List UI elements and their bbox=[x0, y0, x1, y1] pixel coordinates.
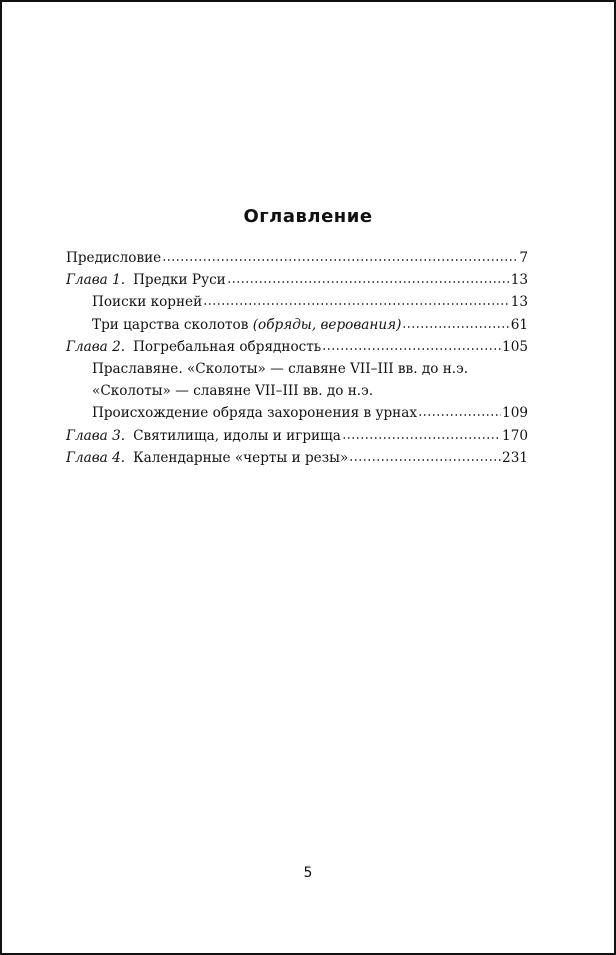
toc-entry-page: 170 bbox=[502, 427, 528, 444]
toc-entry-chapter-3[interactable] bbox=[66, 428, 528, 450]
toc-entry-page: 105 bbox=[502, 338, 528, 355]
toc-entry-urn-burial[interactable] bbox=[66, 405, 528, 427]
toc-entry-chapter-2[interactable] bbox=[66, 339, 528, 361]
dot-leader bbox=[227, 280, 510, 284]
toc-entry-search-roots[interactable] bbox=[66, 294, 528, 316]
dot-leader bbox=[342, 436, 501, 440]
page-title: Оглавление bbox=[243, 206, 373, 227]
toc-entry-skoloty[interactable] bbox=[66, 383, 528, 405]
toc-chapter-number: Глава 1. bbox=[66, 272, 126, 289]
toc-entry-page: 61 bbox=[510, 316, 528, 333]
toc-entry-proto-slavs[interactable] bbox=[66, 361, 528, 383]
toc-entry-label: Календарные «черты и резы» bbox=[133, 449, 349, 466]
toc-entry-label: Происхождение обряда захоронения в урнах bbox=[92, 405, 417, 422]
toc-entry-page: 109 bbox=[502, 405, 528, 422]
toc-entry-label: Погребальная обрядность bbox=[133, 338, 322, 355]
dot-leader bbox=[162, 258, 518, 262]
toc-chapter-number: Глава 2. bbox=[66, 338, 126, 355]
toc-entry-label: Святилища, идолы и игрища bbox=[133, 427, 341, 444]
toc-entry-label-text: Три царства сколотов bbox=[92, 316, 253, 333]
toc-entry-page: 13 bbox=[510, 294, 528, 311]
toc-chapter-number: Глава 4. bbox=[66, 449, 126, 466]
toc-entry-three-kingdoms[interactable] bbox=[66, 317, 528, 339]
toc-entry-label bbox=[92, 317, 401, 333]
toc-entry-label: «Сколоты» — славяне VII–III вв. до н.э. bbox=[92, 383, 374, 400]
dot-leader bbox=[322, 347, 501, 351]
toc-entry-label: Поиски корней bbox=[92, 294, 203, 311]
toc-entry-page: 7 bbox=[519, 250, 528, 266]
toc-entry-page: 13 bbox=[510, 272, 528, 289]
toc-entry-page: 231 bbox=[502, 449, 528, 466]
toc-entry-chapter-4[interactable] bbox=[66, 450, 528, 472]
dot-leader bbox=[349, 458, 501, 462]
toc-entry-chapter-1[interactable] bbox=[66, 272, 528, 294]
toc-entry-label-italic: (обряды, верования) bbox=[252, 316, 402, 333]
toc-entry-preface[interactable] bbox=[66, 250, 528, 272]
toc-entry-label: Предки Руси bbox=[133, 272, 226, 289]
dot-leader bbox=[402, 325, 509, 329]
dot-leader bbox=[203, 302, 510, 306]
toc-chapter-number: Глава 3. bbox=[66, 427, 126, 444]
table-of-contents bbox=[66, 250, 528, 472]
toc-entry-label: Праславяне. «Сколоты» — славяне VII–III вв. до н.э. bbox=[92, 360, 469, 377]
dot-leader bbox=[418, 413, 501, 417]
toc-entry-label: Предисловие bbox=[66, 250, 162, 266]
page-number: 5 bbox=[303, 865, 313, 881]
